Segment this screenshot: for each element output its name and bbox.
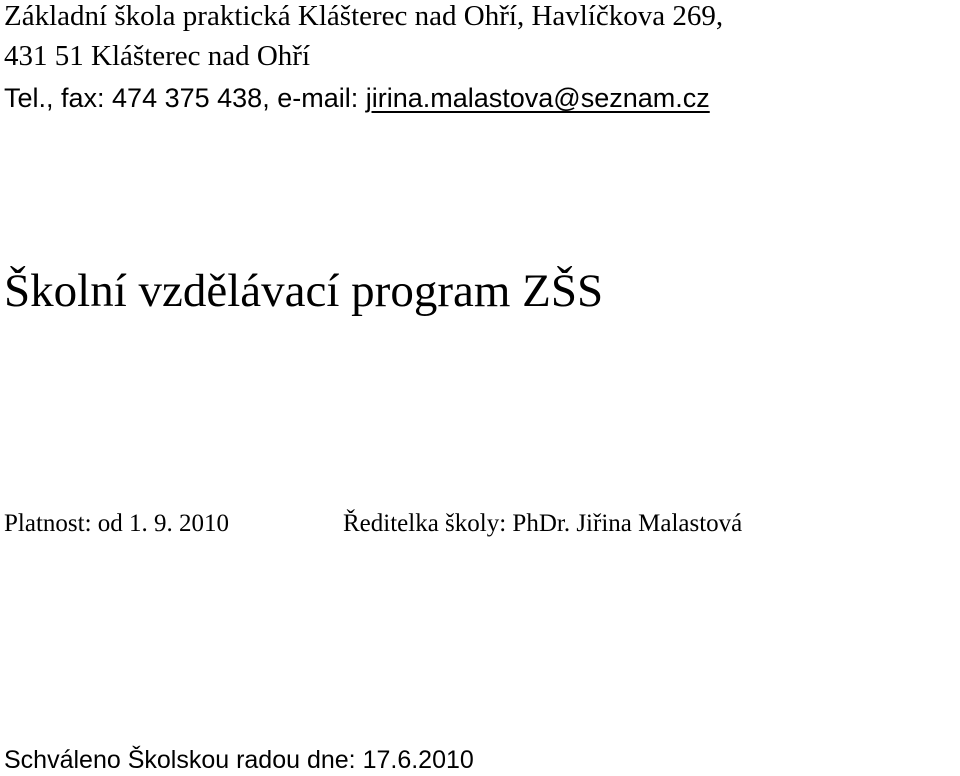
approval-note: Schváleno Školskou radou dne: 17.6.2010 (4, 746, 474, 774)
school-address: 431 51 Klášterec nad Ohří (4, 40, 311, 72)
contact-prefix: Tel., fax: 474 375 438, e-mail: (4, 83, 366, 113)
email-link[interactable]: jirina.malastova@seznam.cz (365, 83, 710, 113)
director-name: Ředitelka školy: PhDr. Jiřina Malastová (343, 510, 743, 537)
school-name: Základní škola praktická Klášterec nad Ohří, Havlíčkova 269, (4, 0, 724, 32)
contact-line (4, 85, 710, 112)
document-title: Školní vzdělávací program ZŠS (4, 265, 604, 317)
validity-date: Platnost: od 1. 9. 2010 (4, 510, 230, 537)
